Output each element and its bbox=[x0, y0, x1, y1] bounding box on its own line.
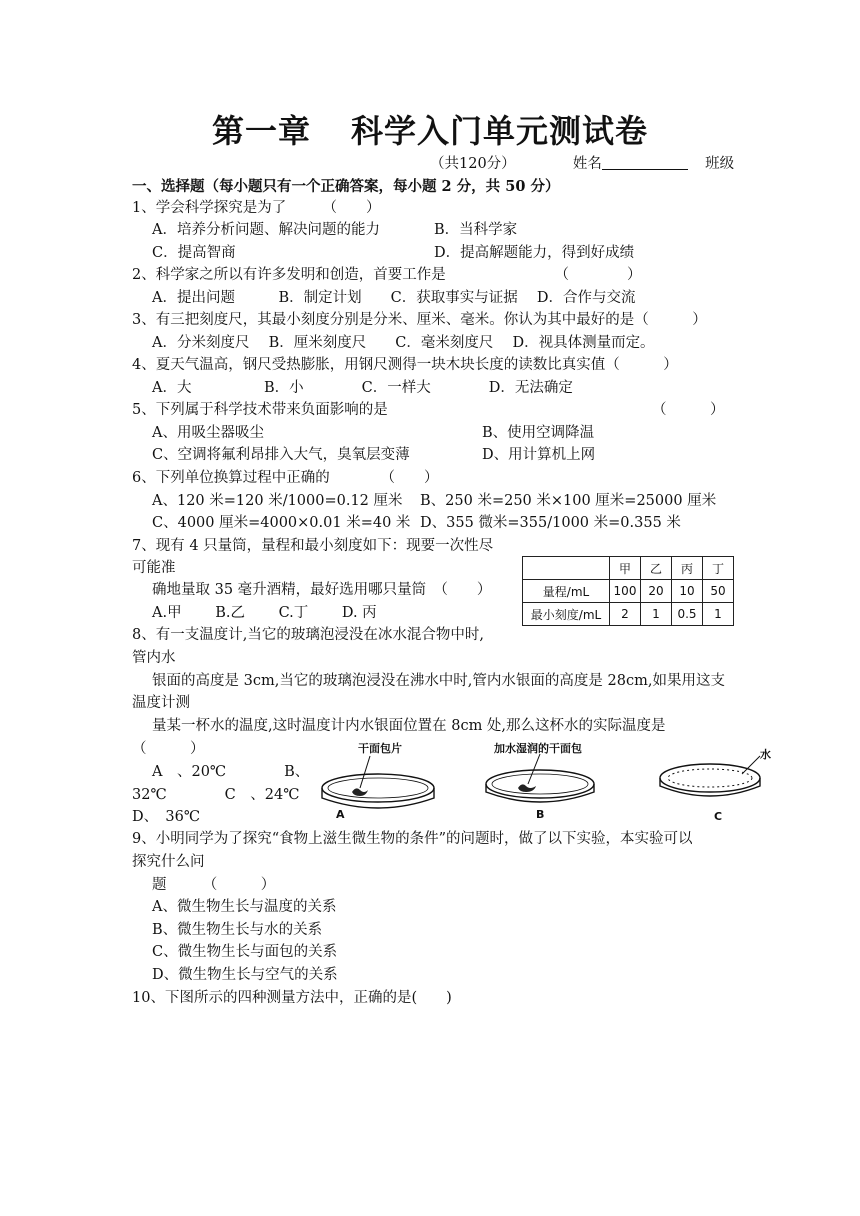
q3-options: A．分米刻度尺 B．厘米刻度尺 C．毫米刻度尺 D．视具体测量而定。 bbox=[152, 335, 655, 351]
table-header-cell: 甲 bbox=[610, 557, 641, 580]
dish-b-caption: B bbox=[536, 808, 545, 821]
q8-line7: A 、20℃ B、 bbox=[152, 764, 310, 780]
q2-options: A．提出问题 B．制定计划 C．获取事实与证据 D．合作与交流 bbox=[152, 290, 636, 306]
dish-a-figure bbox=[318, 738, 438, 823]
title-subject: 科学入门单元测试卷 bbox=[351, 112, 649, 150]
table-cell: 2 bbox=[610, 603, 641, 626]
q4-stem: 4、夏天气温高，钢尺受热膨胀，用钢尺测得一块木块长度的读数比真实值（ ） bbox=[132, 357, 678, 373]
table-cell: 10 bbox=[672, 580, 703, 603]
q9-option-a: A、微生物生长与温度的关系 bbox=[152, 899, 337, 915]
q5-paren: （ ） bbox=[652, 402, 725, 418]
q2-stem: 2、科学家之所以有许多发明和创造，首要工作是 （ ） bbox=[132, 267, 642, 283]
dish-c-caption: C bbox=[714, 810, 723, 823]
cylinder-table bbox=[522, 556, 734, 626]
section-heading: 一、选择题（每小题只有一个正确答案，每小题 2 分，共 50 分） bbox=[132, 178, 560, 195]
table-cell: 1 bbox=[641, 603, 672, 626]
score-info bbox=[430, 154, 734, 174]
table-header-cell bbox=[523, 557, 610, 580]
class-label: 班级 bbox=[705, 156, 735, 172]
q7-line1: 7、现有 4 只量筒，量程和最小刻度如下：现要一次性尽 bbox=[132, 538, 494, 554]
q6-stem: 6、下列单位换算过程中正确的 （ ） bbox=[132, 470, 439, 486]
q6-option-a: A、120 米=120 米/1000=0.12 厘米 bbox=[152, 493, 403, 509]
q5-stem: 5、下列属于科学技术带来负面影响的是 bbox=[132, 402, 388, 418]
page-title bbox=[0, 106, 860, 152]
dish-a-label: 干面包片 bbox=[358, 742, 402, 755]
dish-c-water-label: 水 bbox=[760, 748, 771, 761]
q1-option-b: B．当科学家 bbox=[434, 222, 518, 238]
q8-line9: D、 36℃ bbox=[132, 809, 201, 825]
q4-options: A．大 B．小 C．一样大 D．无法确定 bbox=[152, 380, 573, 396]
q8-line5: 量某一杯水的温度,这时温度计内水银面位置在 8cm 处,那么这杯水的实际温度是 bbox=[152, 718, 666, 734]
table-header-cell: 丁 bbox=[703, 557, 734, 580]
table-header-row bbox=[523, 557, 734, 580]
table-header-cell: 丙 bbox=[672, 557, 703, 580]
q1-option-c: C．提高智商 bbox=[152, 245, 236, 261]
q5-option-c: C、空调将氟利昂排入大气，臭氧层变薄 bbox=[152, 447, 410, 463]
q9-line3: 题 （ ） bbox=[152, 877, 276, 893]
table-cell: 100 bbox=[610, 580, 641, 603]
row-label: 最小刻度/mL bbox=[523, 603, 610, 626]
q8-line8: 32℃ C 、24℃ bbox=[132, 787, 300, 803]
q7-line2: 可能准 bbox=[132, 560, 176, 576]
name-label: 姓名 bbox=[572, 156, 602, 172]
q3-stem: 3、有三把刻度尺，其最小刻度分别是分米、厘米、毫米。你认为其中最好的是（ ） bbox=[132, 312, 707, 328]
dish-a-caption: A bbox=[336, 808, 345, 821]
q7-options: A.甲 B.乙 C.丁 D. 丙 bbox=[152, 605, 377, 621]
q8-line6: （ ） bbox=[132, 741, 205, 757]
q5-option-a: A、用吸尘器吸尘 bbox=[152, 425, 264, 441]
table-header-cell: 乙 bbox=[641, 557, 672, 580]
q9-option-c: C、微生物生长与面包的关系 bbox=[152, 944, 338, 960]
q5-option-b: B、使用空调降温 bbox=[482, 425, 595, 441]
title-chapter: 第一章 bbox=[211, 112, 311, 150]
q9-option-b: B、微生物生长与水的关系 bbox=[152, 922, 323, 938]
q6-option-b: B、250 米=250 米×100 厘米=25000 厘米 bbox=[420, 493, 717, 509]
q7-line3: 确地量取 35 毫升酒精，最好选用哪只量筒 （ ） bbox=[152, 582, 492, 598]
table-cell: 50 bbox=[703, 580, 734, 603]
q8-line3: 银面的高度是 3cm,当它的玻璃泡浸没在沸水中时,管内水银面的高度是 28cm,如果用这支 bbox=[152, 673, 725, 689]
dish-c-figure bbox=[656, 740, 776, 825]
q6-option-c: C、4000 厘米=4000×0.01 米=40 米 bbox=[152, 515, 411, 531]
q1-option-d: D．提高解题能力，得到好成绩 bbox=[434, 245, 635, 261]
dish-b-figure bbox=[478, 738, 608, 823]
q9-line2: 探究什么问 bbox=[132, 854, 205, 870]
q1-option-a: A．培养分析问题、解决问题的能力 bbox=[152, 222, 380, 238]
table-row bbox=[523, 580, 734, 603]
table-cell: 0.5 bbox=[672, 603, 703, 626]
total-score: （共120分） bbox=[430, 156, 516, 172]
name-blank[interactable] bbox=[602, 155, 688, 170]
q8-line1: 8、有一支温度计,当它的玻璃泡浸没在冰水混合物中时, bbox=[132, 627, 484, 643]
q5-option-d: D、用计算机上网 bbox=[482, 447, 596, 463]
q8-line4: 温度计测 bbox=[132, 695, 190, 711]
row-label: 量程/mL bbox=[523, 580, 610, 603]
table-cell: 1 bbox=[703, 603, 734, 626]
q1-stem: 1、学会科学探究是为了 （ ） bbox=[132, 200, 381, 216]
q8-line2: 管内水 bbox=[132, 650, 176, 666]
q9-line1: 9、小明同学为了探究“食物上滋生微生物的条件”的问题时，做了以下实验，本实验可以 bbox=[132, 831, 693, 847]
q6-option-d: D、355 微米=355/1000 米=0.355 米 bbox=[420, 515, 681, 531]
table-cell: 20 bbox=[641, 580, 672, 603]
q10-stem: 10、下图所示的四种测量方法中，正确的是( ) bbox=[132, 990, 452, 1006]
q9-option-d: D、微生物生长与空气的关系 bbox=[152, 967, 338, 983]
table-row bbox=[523, 603, 734, 626]
dish-b-label: 加水湿润的干面包 bbox=[494, 742, 582, 755]
